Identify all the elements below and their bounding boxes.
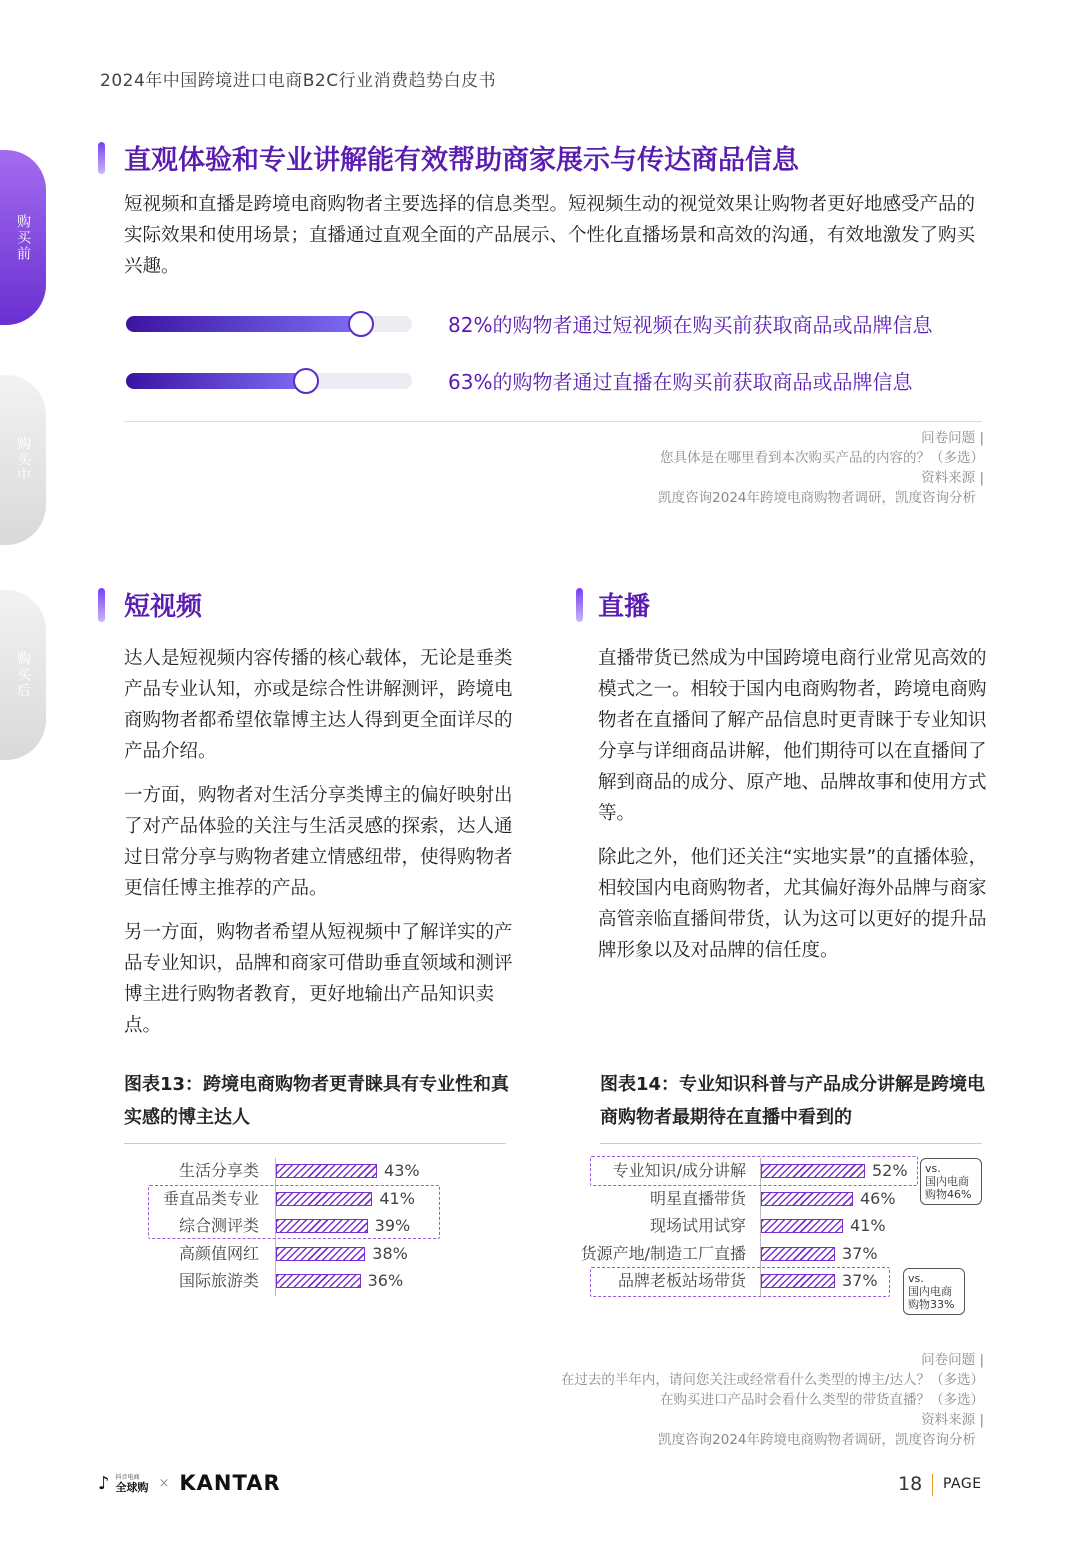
bar-category-label: 国际旅游类 (178, 1271, 259, 1290)
bar-category-label: 品牌老板站场带货 (617, 1271, 746, 1290)
progress-fill (126, 373, 306, 389)
bar-row (124, 1158, 524, 1184)
intro-paragraph: 短视频和直播是跨境电商购物者主要选择的信息类型。短视频生动的视觉效果让购物者更好地感受产品的实际效果和使用场景；直播通过直观全面的产品展示、个性化直播场景和高效的沟通，有效地激发了购买兴趣。 (124, 194, 976, 277)
highlight-box (590, 1267, 890, 1297)
bar-value-label: 41% (850, 1216, 886, 1235)
bar-row (124, 1241, 524, 1267)
heading-accent-bar (576, 588, 583, 622)
bar-category-label: 综合测评类 (178, 1216, 259, 1235)
bar-category-label: 垂直品类专业 (162, 1188, 259, 1208)
logo-small-text: 抖音电商 (115, 1474, 140, 1481)
short-video-heading: 短视频 (124, 592, 203, 622)
bar-value-label: 39% (374, 1216, 411, 1235)
heading-accent-bar (98, 142, 105, 174)
kantar-logo: KANTAR (179, 1471, 281, 1495)
bar-row (570, 1241, 930, 1267)
progress-row-live-stream (126, 362, 996, 402)
progress-track (126, 316, 412, 332)
heading-accent-bar (98, 588, 105, 622)
tiktok-note-icon: ♪ (98, 1472, 110, 1494)
bar-value-label: 46% (860, 1188, 896, 1208)
page-number: 18 (898, 1473, 923, 1495)
bar-row (124, 1268, 524, 1294)
page-label: PAGE (943, 1476, 982, 1492)
question-label: 问卷问题 | (561, 1350, 984, 1370)
bar-value-label: 43% (384, 1161, 420, 1180)
footer-logos (98, 1471, 281, 1495)
bubble-line: vs. (908, 1272, 924, 1285)
short-video-body (124, 643, 519, 1054)
highlight-box (148, 1185, 440, 1239)
bar-category-label: 生活分享类 (178, 1161, 259, 1180)
bar-row (570, 1213, 930, 1239)
source-label: 资料来源 | (561, 1410, 984, 1430)
side-tab-after-purchase[interactable] (0, 590, 46, 760)
bar-category-label: 专业知识/成分讲解 (612, 1161, 746, 1180)
paragraph: 另一方面，购物者希望从短视频中了解详实的产品专业知识，品牌和商家可借助垂直领域和测评博主进行购物者教育，更好地输出产品知识卖点。 (124, 922, 513, 1036)
figure-rule (124, 1143, 506, 1144)
bar (276, 1247, 365, 1261)
bar (761, 1192, 853, 1206)
paragraph: 达人是短视频内容传播的核心载体，无论是垂类产品专业认知，亦或是综合性讲解测评，跨境电商购物者都希望依靠博主达人得到更全面详尽的产品介绍。 (124, 648, 513, 762)
figure-14-title: 图表14：专业知识科普与产品成分讲解是跨境电商购物者最期待在直播中看到的 (600, 1074, 986, 1128)
bar-value-label: 36% (367, 1271, 404, 1290)
bar (761, 1219, 843, 1233)
bar (761, 1247, 835, 1261)
paragraph: 一方面，购物者对生活分享类博主的偏好映射出了对产品体验的关注与生活灵感的探索，达人通过日常分享与购物者建立情感纽带，使得购物者更信任博主推荐的产品。 (124, 785, 513, 899)
side-tab-label: 购买中 (15, 436, 31, 484)
section-divider (124, 421, 982, 422)
figure-13-title: 图表13：跨境电商购物者更青睐具有专业性和真实感的博主达人 (124, 1074, 510, 1128)
source-label: 资料来源 | (658, 468, 984, 488)
bubble-line: 国内电商 (908, 1285, 952, 1298)
bubble-line: 购物46% (925, 1188, 972, 1201)
comparison-bubble (920, 1158, 982, 1205)
source-text: 凯度咨询2024年跨境电商购物者调研，凯度咨询分析 (658, 1432, 976, 1448)
page-separator (932, 1474, 933, 1496)
bar-category-label: 货源产地/制造工厂直播 (580, 1243, 746, 1263)
progress-knob (293, 368, 319, 394)
source-note-bottom (561, 1350, 984, 1450)
bar-category-label: 明星直播带货 (649, 1188, 746, 1208)
bar (276, 1274, 361, 1288)
bar-value-label: 52% (872, 1161, 908, 1180)
progress-row-short-video (126, 305, 996, 345)
progress-text: 82%的购物者通过短视频在购买前获取商品或品牌信息 (448, 313, 933, 337)
bar-value-label: 38% (372, 1243, 408, 1263)
progress-knob (348, 311, 374, 337)
bubble-line: 国内电商 (925, 1175, 969, 1188)
progress-text: 63%的购物者通过直播在购买前获取商品或品牌信息 (448, 370, 913, 394)
bubble-line: vs. (925, 1162, 941, 1175)
logo-big-text: 全球购 (115, 1481, 149, 1494)
paragraph: 直播带货已然成为中国跨境电商行业常见高效的模式之一。相较于国内电商购物者，跨境电商购物者在直播间了解产品信息时更青睐于专业知识分享与详细商品讲解，他们期待可以在直播间了解到商品的成分、原产地、品牌故事和使用方式等。 (598, 648, 987, 824)
side-tab-label: 购买后 (15, 651, 31, 699)
bar-category-label: 现场试用试穿 (649, 1216, 746, 1235)
bar-value-label: 37% (842, 1271, 878, 1290)
bar (276, 1164, 377, 1178)
comparison-bubble (903, 1268, 965, 1315)
question-label: 问卷问题 | (658, 428, 984, 448)
source-text: 凯度咨询2024年跨境电商购物者调研，凯度咨询分析 (658, 490, 976, 506)
paragraph: 除此之外，他们还关注“实地实景”的直播体验，相较国内电商购物者，尤其偏好海外品牌与商家高管亲临直播间带货，认为这可以更好的提升品牌形象以及对品牌的信任度。 (598, 847, 988, 961)
live-stream-heading: 直播 (598, 592, 651, 622)
source-note-top (658, 428, 984, 508)
bar-value-label: 37% (842, 1243, 878, 1263)
question-text: 在过去的半年内，请问您关注或经常看什么类型的博主/达人？（多选） (560, 1372, 984, 1388)
figure-rule (600, 1143, 982, 1144)
side-tab-before-purchase[interactable] (0, 150, 46, 325)
bar-row (570, 1186, 930, 1212)
bar-value-label: 41% (379, 1188, 415, 1208)
side-tab-during-purchase[interactable] (0, 375, 46, 545)
side-tab-label: 购买前 (15, 213, 31, 262)
highlight-box (590, 1156, 918, 1186)
report-title: 2024年中国跨境进口电商B2C行业消费趋势白皮书 (100, 71, 497, 91)
collab-x: × (158, 1475, 170, 1491)
bar-category-label: 高颜值网红 (178, 1243, 259, 1263)
bubble-line: 购物33% (908, 1298, 955, 1311)
main-heading: 直观体验和专业讲解能有效帮助商家展示与传达商品信息 (124, 145, 799, 176)
question-text: 您具体是在哪里看到本次购买产品的内容的？（多选） (660, 450, 984, 466)
progress-track (126, 373, 412, 389)
progress-fill (126, 316, 361, 332)
question-text: 在购买进口产品时会看什么类型的带货直播？（多选） (660, 1392, 984, 1408)
live-stream-body (598, 643, 990, 979)
douyin-global-logo (116, 1473, 149, 1493)
